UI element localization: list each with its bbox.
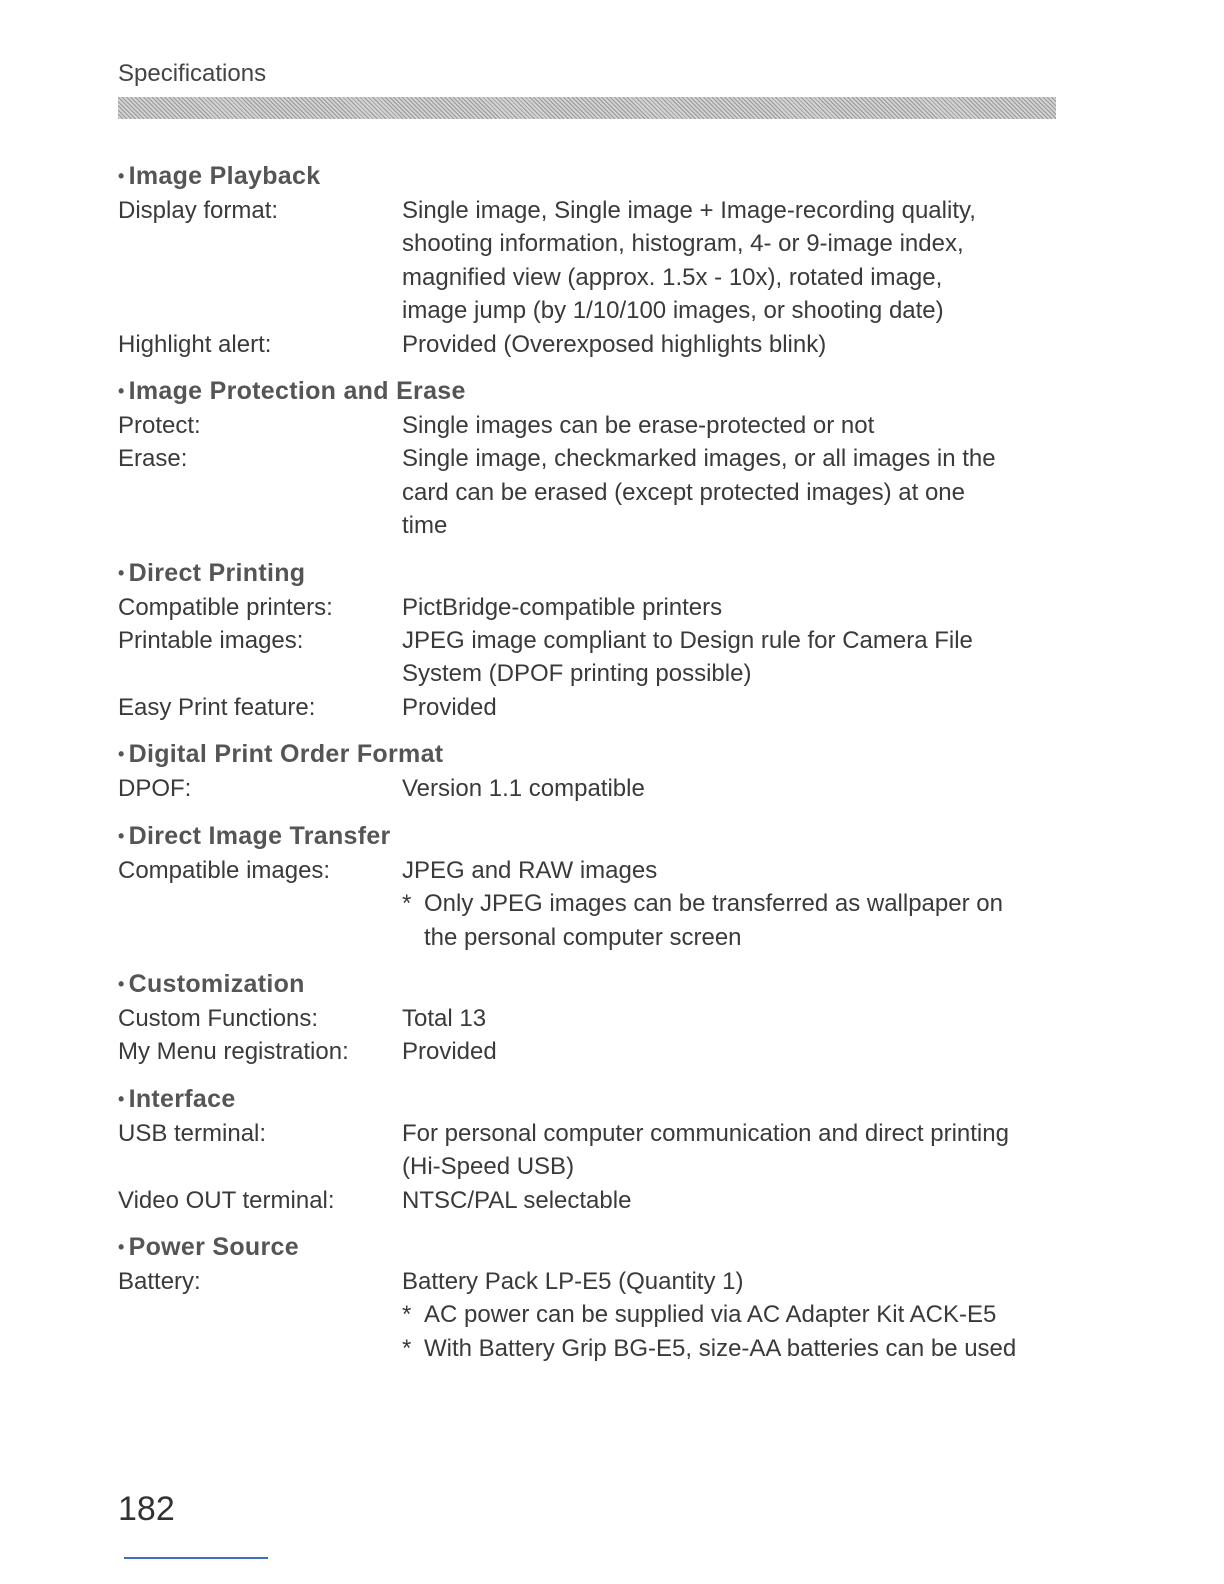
bullet-icon: • <box>118 744 125 765</box>
spec-value-line: card can be erased (except protected images) at one <box>402 478 965 506</box>
spec-row <box>118 1002 1078 1035</box>
spec-row <box>118 624 1078 691</box>
spec-note-text: Only JPEG images can be transferred as wallpaper on <box>424 890 1003 918</box>
spec-label: Highlight alert: <box>118 330 272 358</box>
spec-row <box>118 328 1078 361</box>
spec-value <box>402 1117 1078 1184</box>
spec-value-line: Single image, Single image + Image-recording quality, <box>402 197 976 224</box>
bullet-icon: • <box>118 1088 125 1109</box>
spec-section <box>118 1081 1078 1217</box>
bullet-icon: • <box>118 973 125 994</box>
spec-row <box>118 194 1078 328</box>
spec-row <box>118 442 1078 542</box>
section-title-text: Direct Image Transfer <box>128 821 391 850</box>
page-header-label: Specifications <box>118 60 267 87</box>
spec-value-line: shooting information, histogram, 4- or 9-image index, <box>402 230 964 258</box>
spec-value-line: Provided <box>402 693 497 721</box>
spec-value-line: Provided (Overexposed highlights blink) <box>402 330 827 358</box>
spec-value <box>402 409 1078 442</box>
spec-value-line: NTSC/PAL selectable <box>402 1186 632 1214</box>
spec-value-line: image jump (by 1/10/100 images, or shooting date) <box>402 297 944 325</box>
header-hatched-bar <box>118 97 1056 119</box>
spec-value-line: Single images can be erase-protected or not <box>402 412 875 440</box>
spec-row <box>118 1117 1078 1184</box>
spec-value <box>402 591 1078 624</box>
spec-section <box>118 158 1078 361</box>
note-asterisk: * <box>402 890 412 918</box>
spec-label: Printable images: <box>118 627 304 655</box>
spec-section <box>118 966 1078 1069</box>
spec-row <box>118 1184 1078 1217</box>
spec-value-line: time <box>402 512 448 540</box>
spec-value <box>402 854 1078 954</box>
specifications-content <box>118 158 1078 1377</box>
spec-row <box>118 854 1078 954</box>
section-title-text: Digital Print Order Format <box>128 740 444 769</box>
bullet-icon: • <box>118 381 125 402</box>
spec-label: My Menu registration: <box>118 1038 349 1066</box>
spec-value <box>402 691 1078 724</box>
spec-row <box>118 772 1078 805</box>
spec-value <box>402 1002 1078 1035</box>
spec-note-line <box>402 1332 1078 1365</box>
spec-value <box>402 772 1078 805</box>
spec-row <box>118 409 1078 442</box>
spec-section <box>118 555 1078 725</box>
spec-label: Protect: <box>118 412 201 440</box>
spec-label: Erase: <box>118 445 188 473</box>
spec-section <box>118 736 1078 805</box>
spec-label: Compatible printers: <box>118 593 333 621</box>
spec-row <box>118 691 1078 724</box>
spec-value-line: System (DPOF printing possible) <box>402 660 752 688</box>
spec-value-line: Provided <box>402 1038 497 1066</box>
note-asterisk: * <box>402 1334 412 1362</box>
spec-label: Easy Print feature: <box>118 693 316 721</box>
spec-note-line <box>402 1298 1078 1331</box>
spec-value-line: JPEG and RAW images <box>402 856 658 884</box>
spec-value <box>402 328 1078 361</box>
spec-value <box>402 194 1078 328</box>
section-title <box>118 736 1078 772</box>
spec-value-line: PictBridge-compatible printers <box>402 593 723 621</box>
spec-label: Compatible images: <box>118 856 331 884</box>
spec-value <box>402 1184 1078 1217</box>
spec-value-line: Single image, checkmarked images, or all images in the <box>402 445 996 473</box>
spec-row <box>118 1035 1078 1068</box>
spec-section <box>118 373 1078 543</box>
page-number-rule <box>124 1557 268 1559</box>
spec-note-line <box>402 887 1078 920</box>
spec-value <box>402 1265 1078 1365</box>
section-title <box>118 158 1078 194</box>
spec-label: Custom Functions: <box>118 1004 319 1032</box>
section-title <box>118 1081 1078 1117</box>
section-title-text: Interface <box>128 1084 236 1113</box>
spec-row <box>118 591 1078 624</box>
section-title <box>118 818 1078 854</box>
spec-value <box>402 1035 1078 1068</box>
spec-note-text: the personal computer screen <box>424 923 742 951</box>
section-title <box>118 1229 1078 1265</box>
spec-value-line: Battery Pack LP-E5 (Quantity 1) <box>402 1267 744 1295</box>
spec-note-text: AC power can be supplied via AC Adapter Kit ACK-E5 <box>424 1301 997 1329</box>
spec-value-line: Version 1.1 compatible <box>402 775 645 803</box>
bullet-icon: • <box>118 166 125 186</box>
spec-value-line: (Hi-Speed USB) <box>402 1153 575 1181</box>
spec-value-line: For personal computer communication and direct printing <box>402 1119 1009 1147</box>
bullet-icon: • <box>118 825 125 846</box>
spec-value-line: JPEG image compliant to Design rule for Camera File <box>402 627 973 655</box>
spec-value-line: Total 13 <box>402 1004 487 1032</box>
spec-note-line <box>402 921 1078 954</box>
spec-value <box>402 442 1078 542</box>
spec-value <box>402 624 1078 691</box>
spec-label: USB terminal: <box>118 1119 267 1147</box>
spec-row <box>118 1265 1078 1365</box>
spec-label: Display format: <box>118 197 279 224</box>
section-title <box>118 966 1078 1002</box>
section-title-text: Power Source <box>128 1232 299 1261</box>
bullet-icon: • <box>118 1236 125 1257</box>
page-number: 182 <box>118 1490 175 1528</box>
spec-label: Battery: <box>118 1267 201 1295</box>
spec-note-text: With Battery Grip BG-E5, size-AA batteries can be used <box>424 1334 1017 1362</box>
spec-label: Video OUT terminal: <box>118 1186 335 1214</box>
spec-label: DPOF: <box>118 775 192 803</box>
spec-section <box>118 1229 1078 1365</box>
bullet-icon: • <box>118 562 125 583</box>
spec-value-line: magnified view (approx. 1.5x - 10x), rotated image, <box>402 263 943 291</box>
spec-section <box>118 818 1078 954</box>
section-title-text: Customization <box>128 969 305 998</box>
section-title-text: Direct Printing <box>128 558 306 587</box>
section-title <box>118 373 1078 409</box>
note-asterisk: * <box>402 1301 412 1329</box>
section-title-text: Image Playback <box>128 162 321 190</box>
section-title-text: Image Protection and Erase <box>128 377 466 406</box>
section-title <box>118 555 1078 591</box>
